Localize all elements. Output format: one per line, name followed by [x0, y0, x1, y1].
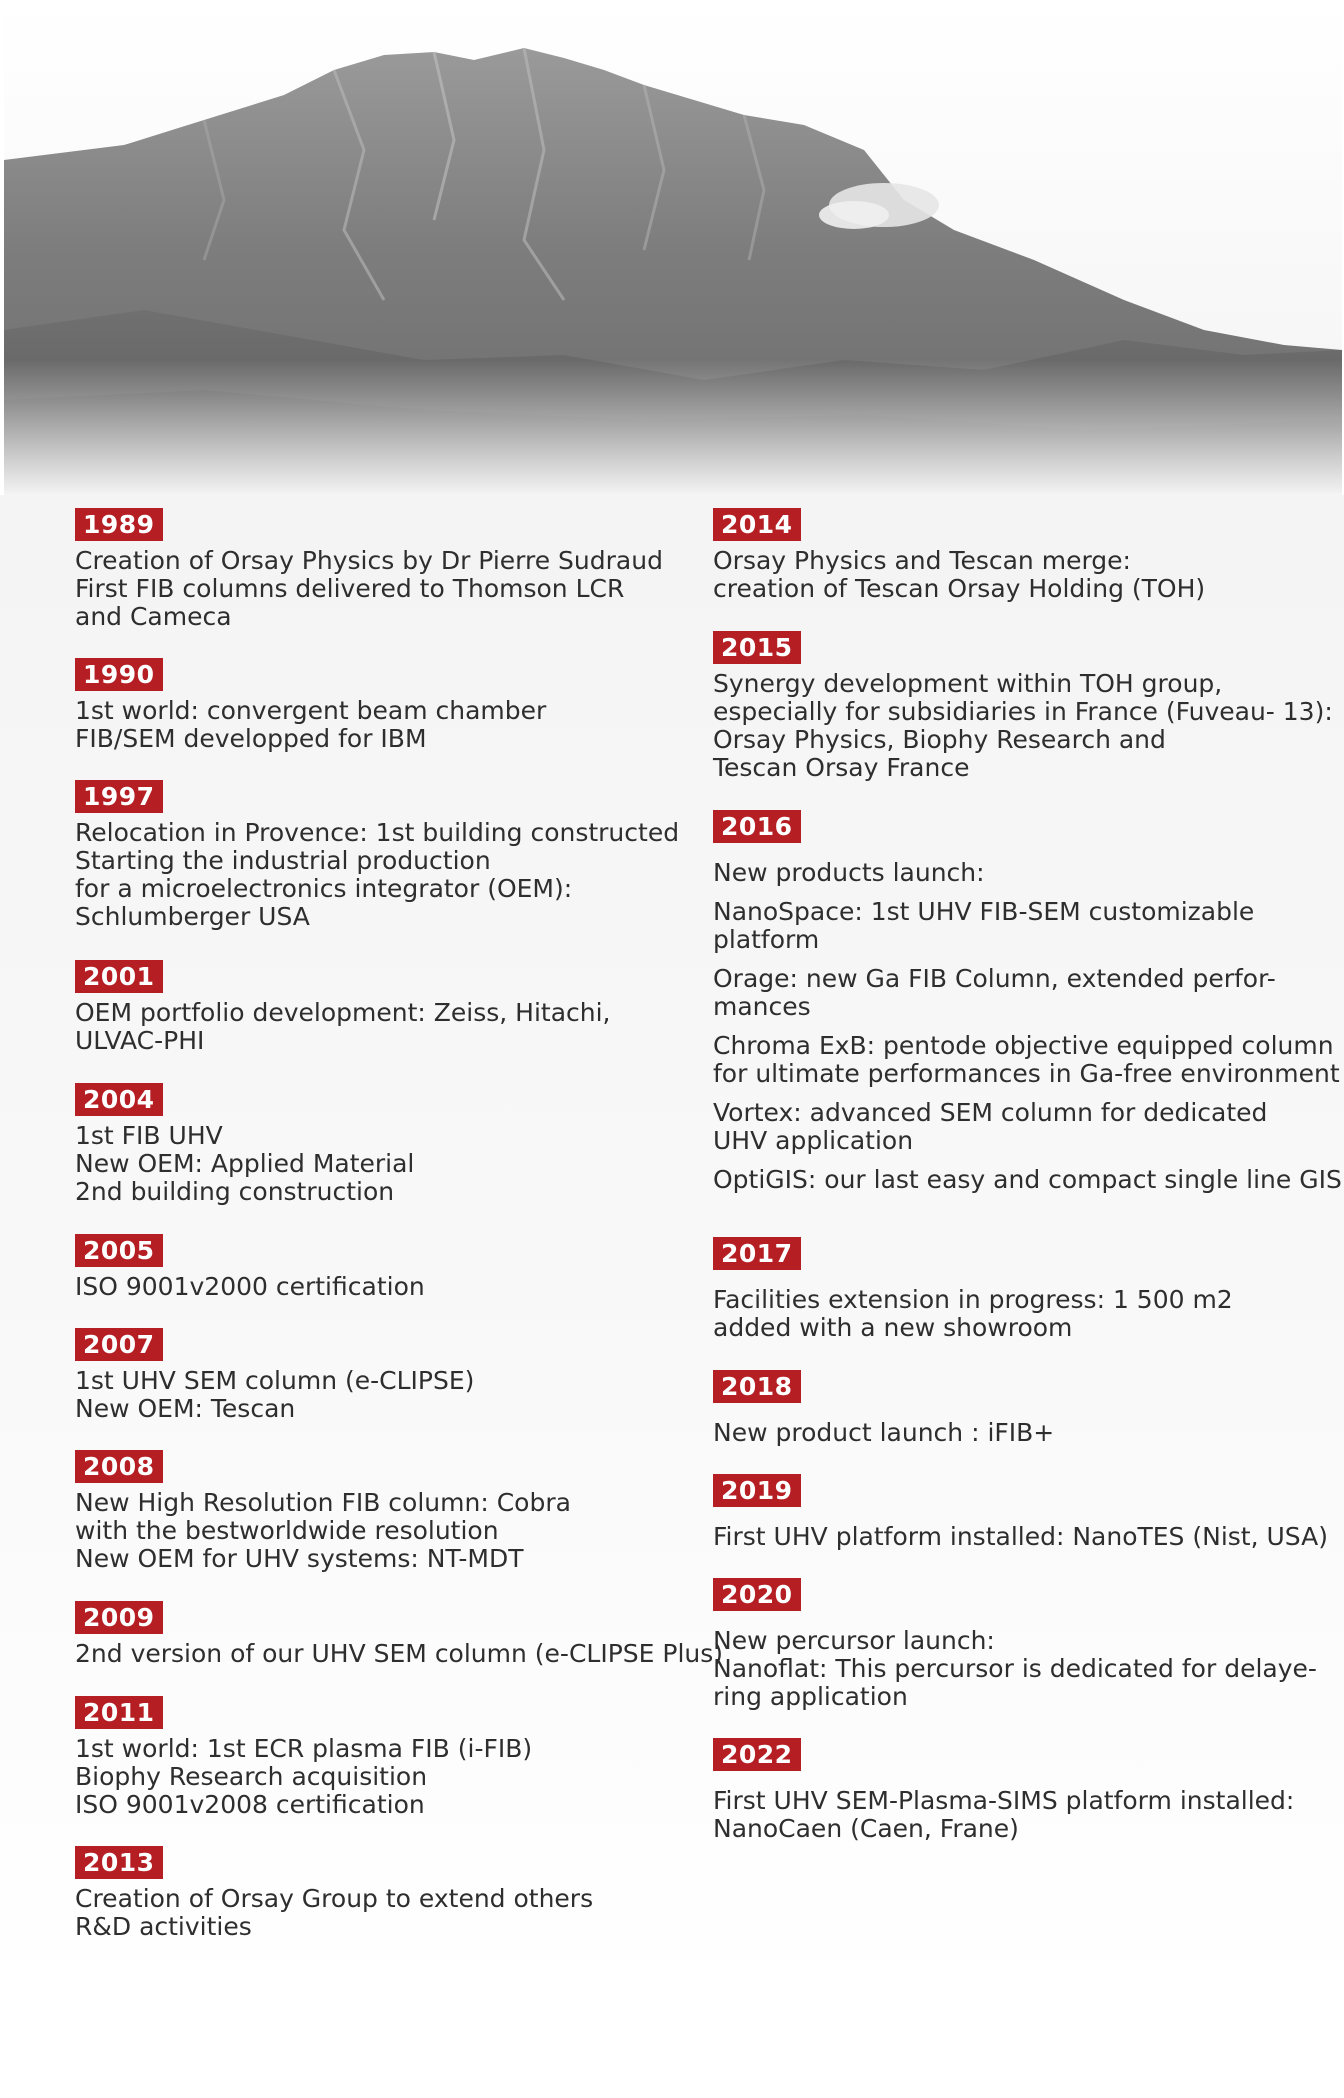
timeline-entry: [713, 1474, 1333, 1551]
entry-text: R&D activities: [75, 1912, 252, 1941]
year-badge: 2007: [75, 1328, 163, 1361]
entry-text: First UHV platform installed: NanoTES (Nist, USA): [713, 1522, 1328, 1551]
entry-text: OEM portfolio development: Zeiss, Hitachi,: [75, 998, 611, 1027]
year-badge: 2005: [75, 1234, 163, 1267]
entry-text: OptiGIS: our last easy and compact single line GIS: [713, 1165, 1342, 1194]
year-badge: 2022: [713, 1738, 801, 1771]
entry-text: NanoCaen (Caen, Frane): [713, 1814, 1019, 1843]
entry-text: Facilities extension in progress: 1 500 m2: [713, 1285, 1233, 1314]
entry-text: platform: [713, 925, 820, 954]
entry-text: New percursor launch:: [713, 1626, 995, 1655]
entry-text: 2nd building construction: [75, 1177, 395, 1206]
year-badge: 1990: [75, 658, 163, 691]
timeline-entry: [75, 508, 695, 631]
entry-text: especially for subsidiaries in France (Fuveau- 13):: [713, 697, 1333, 726]
hero-mountain-image: [4, 0, 1342, 495]
entry-text: First FIB columns delivered to Thomson LCR: [75, 574, 625, 603]
entry-text: 1st world: convergent beam chamber: [75, 696, 547, 725]
entry-text: Creation of Orsay Physics by Dr Pierre Sudraud: [75, 546, 663, 575]
entry-text: Schlumberger USA: [75, 902, 310, 931]
timeline-entry: [75, 658, 695, 753]
timeline-entry: [713, 508, 1333, 603]
entry-text: New OEM for UHV systems: NT-MDT: [75, 1544, 524, 1573]
year-badge: 2001: [75, 960, 163, 993]
year-badge: 2014: [713, 508, 801, 541]
entry-text: Relocation in Provence: 1st building constructed: [75, 818, 680, 847]
timeline-entry: [75, 1083, 695, 1206]
year-badge: 2009: [75, 1601, 163, 1634]
entry-text: ISO 9001v2000 certification: [75, 1272, 425, 1301]
timeline-entry: [713, 810, 1342, 1194]
timeline-entry: [713, 1738, 1333, 1843]
timeline-entry: [75, 1234, 695, 1301]
entry-text: Tescan Orsay France: [713, 753, 970, 782]
entry-text: with the bestworldwide resolution: [75, 1516, 499, 1545]
timeline-entry: [75, 960, 695, 1055]
timeline-entry: [75, 1846, 695, 1941]
entry-text: New High Resolution FIB column: Cobra: [75, 1488, 571, 1517]
entry-text: 2nd version of our UHV SEM column (e-CLIPSE Plus): [75, 1639, 724, 1668]
entry-text: added with a new showroom: [713, 1313, 1073, 1342]
timeline-entry: [713, 1370, 1333, 1447]
timeline-entry: [713, 631, 1333, 782]
entry-text: creation of Tescan Orsay Holding (TOH): [713, 574, 1206, 603]
timeline-entry: [75, 1696, 695, 1819]
entry-text: ISO 9001v2008 certification: [75, 1790, 425, 1819]
timeline-entry: [713, 1578, 1333, 1711]
entry-text: New product launch : iFIB+: [713, 1418, 1055, 1447]
year-badge: 2020: [713, 1578, 801, 1611]
timeline-entry: [75, 1601, 724, 1668]
year-badge: 2008: [75, 1450, 163, 1483]
timeline-entry: [75, 1328, 695, 1423]
year-badge: 2018: [713, 1370, 801, 1403]
entry-text: Chroma ExB: pentode objective equipped column: [713, 1031, 1334, 1060]
entry-text: New OEM: Applied Material: [75, 1149, 415, 1178]
entry-text: 1st FIB UHV: [75, 1121, 223, 1150]
entry-text: Orage: new Ga FIB Column, extended perfor-: [713, 964, 1276, 993]
entry-text: for ultimate performances in Ga-free environment: [713, 1059, 1340, 1088]
entry-text: ULVAC-PHI: [75, 1026, 205, 1055]
year-badge: 2016: [713, 810, 801, 843]
entry-text: for a microelectronics integrator (OEM):: [75, 874, 573, 903]
year-badge: 2017: [713, 1237, 801, 1270]
entry-text: Nanoflat: This percursor is dedicated for delaye-: [713, 1654, 1317, 1683]
entry-text: and Cameca: [75, 602, 232, 631]
entry-text: mances: [713, 992, 811, 1021]
entry-text: 1st UHV SEM column (e-CLIPSE): [75, 1366, 475, 1395]
entry-text: Starting the industrial production: [75, 846, 491, 875]
year-badge: 2015: [713, 631, 801, 664]
entry-text: UHV application: [713, 1126, 914, 1155]
entry-text: ring application: [713, 1682, 908, 1711]
entry-text: NanoSpace: 1st UHV FIB-SEM customizable: [713, 897, 1255, 926]
entry-text: 1st world: 1st ECR plasma FIB (i-FIB): [75, 1734, 533, 1763]
timeline-entry: [75, 1450, 695, 1573]
year-badge: 2011: [75, 1696, 163, 1729]
year-badge: 2013: [75, 1846, 163, 1879]
entry-text: First UHV SEM-Plasma-SIMS platform installed:: [713, 1786, 1295, 1815]
entry-text: FIB/SEM developped for IBM: [75, 724, 427, 753]
entry-text: New products launch:: [713, 858, 985, 887]
entry-text: New OEM: Tescan: [75, 1394, 296, 1423]
entry-text: Vortex: advanced SEM column for dedicated: [713, 1098, 1268, 1127]
timeline-entry: [75, 780, 695, 931]
year-badge: 2004: [75, 1083, 163, 1116]
timeline-entry: [713, 1237, 1333, 1342]
entry-text: Creation of Orsay Group to extend others: [75, 1884, 594, 1913]
year-badge: 1989: [75, 508, 163, 541]
entry-text: Synergy development within TOH group,: [713, 669, 1223, 698]
year-badge: 1997: [75, 780, 163, 813]
entry-text: Orsay Physics and Tescan merge:: [713, 546, 1131, 575]
year-badge: 2019: [713, 1474, 801, 1507]
entry-text: Biophy Research acquisition: [75, 1762, 428, 1791]
entry-text: Orsay Physics, Biophy Research and: [713, 725, 1166, 754]
